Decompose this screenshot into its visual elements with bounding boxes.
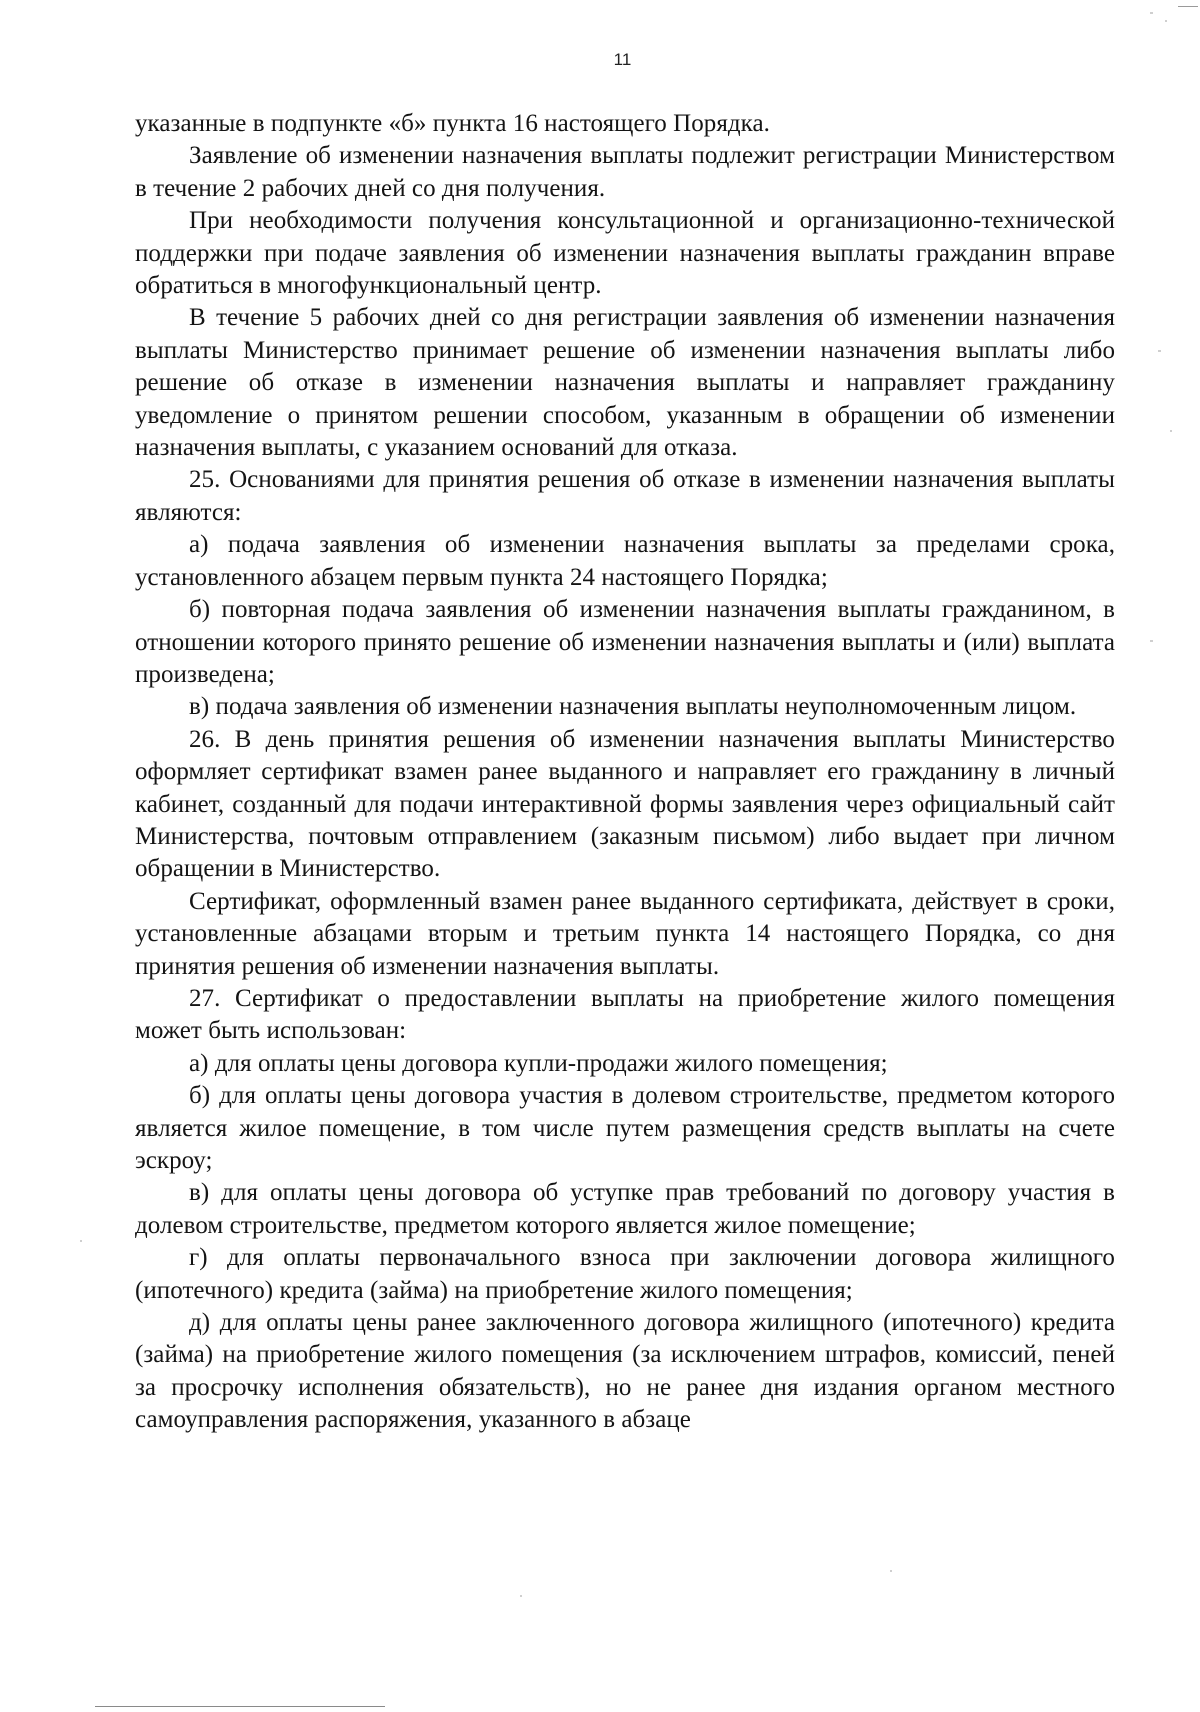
scan-artifact (1150, 640, 1153, 642)
scan-artifact (1150, 12, 1153, 14)
paragraph-support: При необходимости получения консультационной и организационно-технической поддержки при подаче заявления об изменении назначения выплаты гражданин вправе обратиться в многофункциональный центр. (135, 207, 1115, 300)
clause-27-item-a: а) для оплаты цены договора купли-продажи жилого помещения; (189, 1049, 888, 1077)
clause-27-item-g: г) для оплаты первоначального взноса при заключении договора жилищного (ипотечного) кредита (займа) на приобретение жилого помещения; (135, 1244, 1115, 1304)
paragraph-registration: Заявление об изменении назначения выплаты подлежит регистрации Министерством в течение 2 рабочих дней со дня получения. (135, 142, 1115, 202)
paragraph-decision: В течение 5 рабочих дней со дня регистрации заявления об изменении назначения выплаты Министерство принимает решение об изменении назначения выплаты либо решение об отказе в изменении назначения выплаты и направляет гражданину уведомление о принятом решении способом, указанным в обращении об изменении назначения выплаты, с указанием оснований для отказа. (135, 304, 1115, 462)
scan-artifact (1170, 430, 1172, 432)
document-body (135, 108, 1115, 1437)
clause-27-item-b: б) для оплаты цены договора участия в долевом строительстве, предметом которого является жилое помещение, в том числе путем размещения средств выплаты на счете эскроу; (135, 1082, 1115, 1174)
paragraph-continuation: указанные в подпункте «б» пункта 16 настоящего Порядка. (135, 110, 770, 137)
clause-27-item-d: д) для оплаты цены ранее заключенного договора жилищного (ипотечного) кредита (займа) на приобретение жилого помещения (за исключением штрафов, комиссий, пеней за просрочку исполнения обязательств), но не ранее дня издания органом местного самоуправления распоряжения, указанного в абзаце (135, 1309, 1115, 1434)
clause-27-item-v: в) для оплаты цены договора об уступке прав требований по договору участия в долевом строительстве, предметом которого является жилое помещение; (135, 1179, 1115, 1239)
scan-artifact (1165, 20, 1167, 22)
scan-edge-line (95, 1706, 385, 1707)
clause-25-item-v: в) подача заявления об изменении назначения выплаты неуполномоченным лицом. (189, 693, 1077, 721)
scan-artifact (890, 1570, 892, 1572)
clause-26: 26. В день принятия решения об изменении назначения выплаты Министерство оформляет сертификат взамен ранее выданного и направляет его гражданину в личный кабинет, созданный для подачи интерактивной формы заявления через официальный сайт Министерства, почтовым отправлением (заказным письмом) либо выдает при личном обращении в Министерство. (135, 725, 1115, 883)
clause-27-intro: 27. Сертификат о предоставлении выплаты на приобретение жилого помещения может быть использован: (135, 984, 1115, 1045)
paragraph-certificate-validity: Сертификат, оформленный взамен ранее выданного сертификата, действует в сроки, установленные абзацами вторым и третьим пункта 14 настоящего Порядка, со дня принятия решения об изменении назначения выплаты. (135, 887, 1115, 980)
scan-artifact (1158, 350, 1161, 352)
clause-25-item-a: а) подача заявления об изменении назначения выплаты за пределами срока, установленного абзацем первым пункта 24 настоящего Порядка; (135, 531, 1115, 591)
clause-25-intro: 25. Основаниями для принятия решения об отказе в изменении назначения выплаты являются: (135, 466, 1115, 526)
page-number: 11 (613, 50, 632, 69)
scan-artifact (1178, 6, 1198, 7)
scan-artifact (520, 1595, 522, 1597)
clause-25-item-b: б) повторная подача заявления об изменении назначения выплаты гражданином, в отношении которого принято решение об изменении назначения выплаты и (или) выплата произведена; (135, 596, 1115, 688)
scan-artifact (80, 1240, 82, 1242)
